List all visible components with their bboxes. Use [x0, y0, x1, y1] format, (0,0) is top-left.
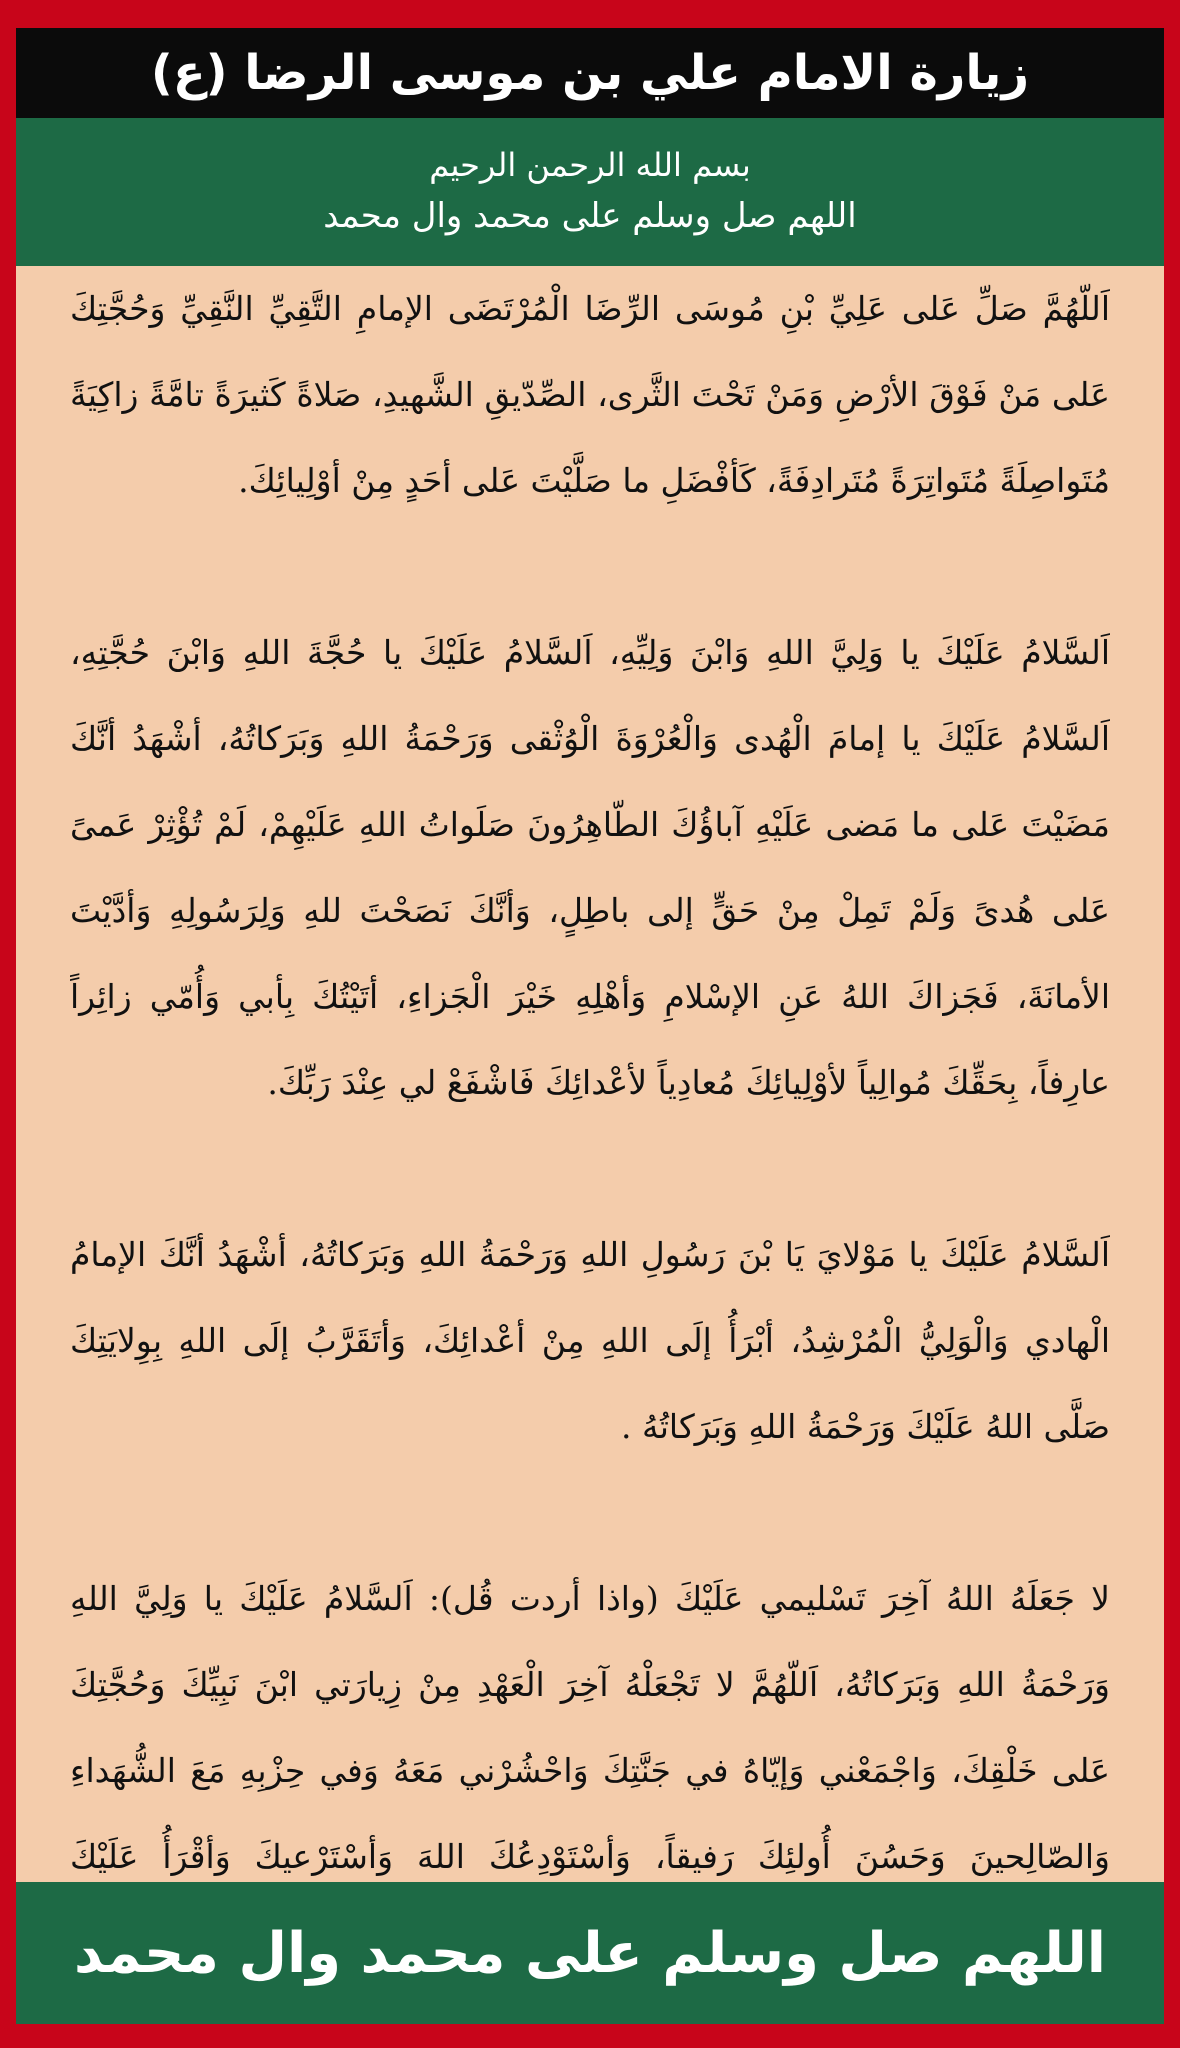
ziyarat-text-body: [70, 266, 1110, 1898]
title-bar: [16, 28, 1164, 118]
ziyarat-paragraph-4: لا جَعَلَهُ اللهُ آخِرَ تَسْليمي عَلَيْكَ (واذا أردت قُل): اَلسَّلامُ عَلَيْكَ يا وَلِيَّ اللهِ وَرَحْمَةُ اللهِ وَبَرَكاتُهُ، اَللّهُمَّ لا تَجْعَلْهُ آخِرَ الْعَهْدِ مِنْ زِيارَتي ابْنَ نَبِيِّكَ وَحُجَّتِكَ عَلى خَلْقِكَ، وَاجْمَعْني وَإيّاهُ في جَنَّتِكَ وَاحْشُرْني مَعَهُ وَفي حِزْبِهِ مَعَ الشُّهَداءِ وَالصّالِحينَ وَحَسُنَ أُولئِكَ رَفيقاً، وَأسْتَوْدِعُكَ اللهَ وَأسْتَرْعيكَ وَأقْرَأُ عَلَيْكَ: [70, 1579, 1110, 1876]
page-frame: [16, 28, 1164, 2024]
ziyarat-paragraph-2: اَلسَّلامُ عَلَيْكَ يا وَلِيَّ اللهِ وَابْنَ وَلِيِّهِ، اَلسَّلامُ عَلَيْكَ يا حُجَّةَ اللهِ وَابْنَ حُجَّتِهِ، اَلسَّلامُ عَلَيْكَ يا إمامَ الْهُدى وَالْعُرْوَةَ الْوُثْقى وَرَحْمَةُ اللهِ وَبَرَكاتُهُ، أشْهَدُ أنَّكَ مَضَيْتَ عَلى ما مَضى عَلَيْهِ آباؤُكَ الطّاهِرُونَ صَلَواتُ اللهِ عَلَيْهِمْ، لَمْ تُؤْثِرْ عَمىً عَلى هُدىً وَلَمْ تَمِلْ مِنْ حَقٍّ إلى باطِلٍ، وَأنَّكَ نَصَحْتَ للهِ وَلِرَسُولِهِ وَأدَّيْتَ الأمانَةَ، فَجَزاكَ اللهُ عَنِ الإسْلامِ وَأهْلِهِ خَيْرَ الْجَزاءِ، أتَيْتُكَ بِأبي وَأُمّي زائِراً عارِفاً، بِحَقِّكَ مُوالِياً لأوْلِيائِكَ مُعادِياً لأعْدائِكَ فَاشْفَعْ لي عِنْدَ رَبِّكَ.: [70, 633, 1110, 1102]
footer-salawat-text: اللهم صل وسلم على محمد وال محمد: [74, 1920, 1106, 1986]
ziyarat-paragraph-3: اَلسَّلامُ عَلَيْكَ يا مَوْلايَ يَا بْنَ رَسُولِ اللهِ وَرَحْمَةُ اللهِ وَبَرَكاتُهُ، أشْهَدُ أنَّكَ الإمامُ الْهادي وَالْوَلِيُّ الْمُرْشِدُ، أبْرَأُ إلَى اللهِ مِنْ أعْدائِكَ، وَأتَقَرَّبُ إلَى اللهِ بِوِلايَتِكَ صَلَّى اللهُ عَلَيْكَ وَرَحْمَةُ اللهِ وَبَرَكاتُهُ .: [70, 1235, 1110, 1446]
header-band: [16, 118, 1164, 266]
footer-band: [16, 1882, 1164, 2024]
basmala-text: بسم الله الرحمن الرحيم: [429, 145, 751, 184]
page-title: زيارة الامام علي بن موسى الرضا (ع): [150, 45, 1030, 101]
ziyarat-paragraph-1: اَللّهُمَّ صَلِّ عَلى عَلِيِّ بْنِ مُوسَى الرِّضَا الْمُرْتَضَى الإمامِ التَّقِيِّ النَّقِيِّ وَحُجَّتِكَ عَلى مَنْ فَوْقَ الأرْضِ وَمَنْ تَحْتَ الثَّرى، الصِّدّيقِ الشَّهيدِ، صَلاةً كَثيرَةً تامَّةً زاكِيَةً مُتَواصِلَةً مُتَواتِرَةً مُتَرادِفَةً، كَأفْضَلِ ما صَلَّيْتَ عَلى أحَدٍ مِنْ أوْلِيائِكَ.: [70, 289, 1110, 500]
header-salawat-text: اللهم صل وسلم على محمد وال محمد: [323, 195, 857, 236]
